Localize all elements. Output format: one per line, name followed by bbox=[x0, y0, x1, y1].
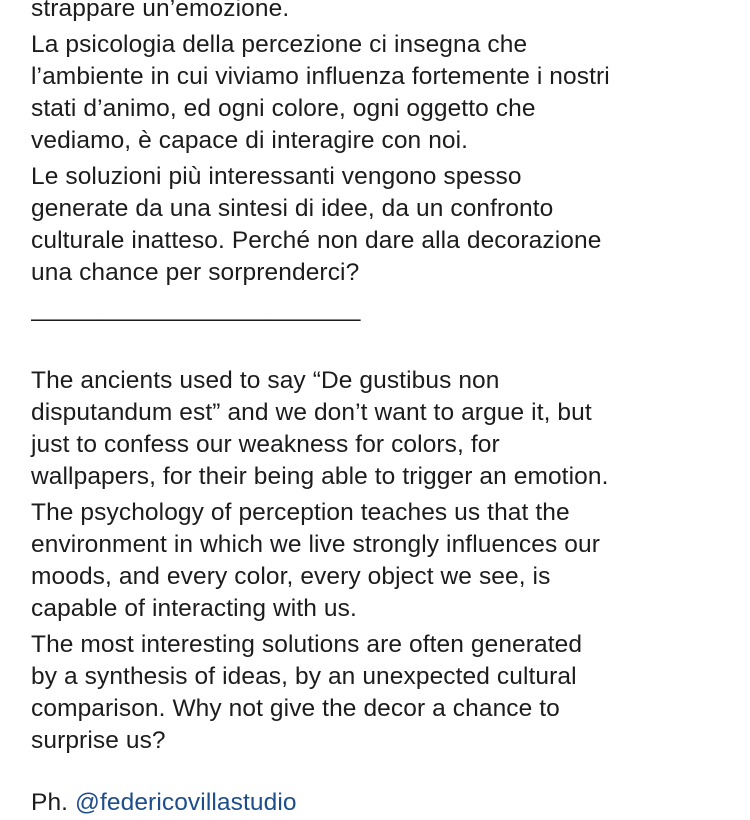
caption-divider: ________________________ bbox=[31, 295, 361, 322]
caption-english-paragraph-perception: The psychology of perception teaches us that the environment in which we live strongly influences our moods, and every color, every object we see, is capable of interacting with us. bbox=[31, 499, 600, 622]
caption-english-paragraph-ancients: The ancients used to say “De gustibus non disputandum est” and we don’t want to argue it, but just to confess our weakness for colors, for wallpapers, for their being able to trigger an emotion. bbox=[31, 367, 609, 490]
photo-credit bbox=[31, 787, 731, 819]
post-caption bbox=[31, 0, 731, 819]
caption-italian-paragraph-solutions: Le soluzioni più interessanti vengono spesso generate da una sintesi di idee, da un confronto culturale inatteso. Perché non dare alla decorazione una chance per sorprenderci? bbox=[31, 163, 602, 286]
caption-italian-paragraph-perception: La psicologia della percezione ci insegna che l’ambiente in cui viviamo influenza fortemente i nostri stati d’animo, ed ogni colore, ogni oggetto che vediamo, è capace di interagire con noi. bbox=[31, 31, 610, 154]
photo-credit-prefix: Ph. bbox=[31, 789, 69, 816]
caption-spacer bbox=[31, 325, 731, 365]
caption-italian-line-fragment: strappare un’emozione. bbox=[31, 0, 290, 22]
caption-english-paragraph-solutions: The most interesting solutions are often generated by a synthesis of ideas, by an unexpected cultural comparison. Why not give the decor a chance to surprise us? bbox=[31, 631, 583, 754]
photographer-mention-link[interactable]: @federicovillastudio bbox=[75, 789, 297, 816]
